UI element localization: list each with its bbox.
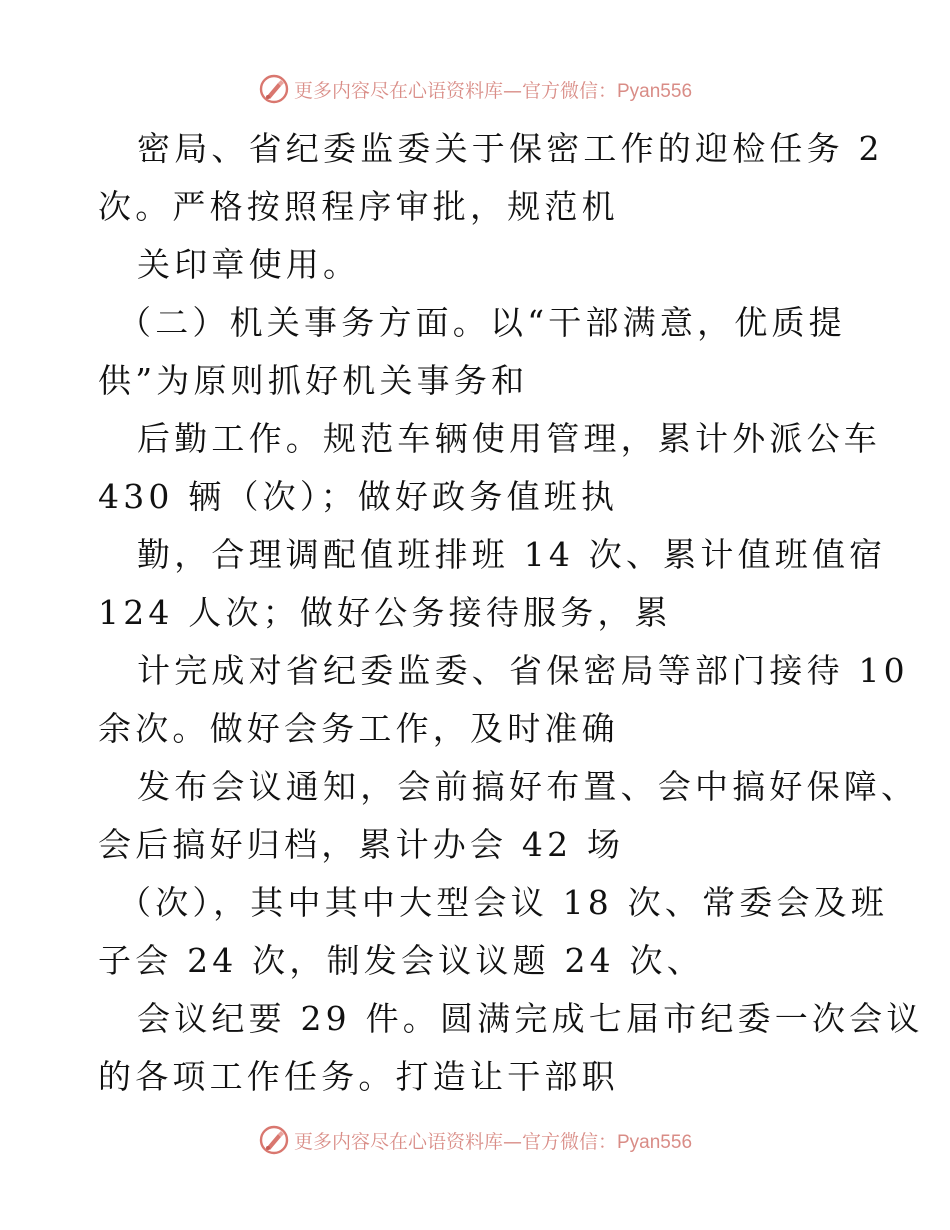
body-line: （二）机关事务方面。以“干部满意，优质提	[118, 303, 846, 342]
body-line: （次），其中其中大型会议 18 次、常委会及班	[118, 883, 889, 922]
watermark-text	[294, 76, 692, 103]
watermark-dash: —	[502, 1130, 522, 1153]
watermark-account: Pyan556	[617, 80, 693, 102]
watermark-official-label: 官方微信：	[521, 79, 617, 102]
watermark-account: Pyan556	[617, 1131, 693, 1153]
watermark-dash: —	[502, 79, 522, 102]
body-line: 会后搞好归档，累计办会 42 场	[98, 825, 625, 864]
body-line: 的各项工作任务。打造让干部职	[98, 1057, 619, 1096]
watermark-brand: 更多内容尽在心语资料库	[293, 79, 503, 102]
body-line: 余次。做好会务工作，及时准确	[98, 709, 619, 748]
watermark-text	[294, 1127, 692, 1154]
body-line: 会议纪要 29 件。圆满完成七届市纪委一次会议	[137, 999, 924, 1038]
body-line: 124 人次；做好公务接待服务，累	[98, 593, 672, 632]
body-line: 次。严格按照程序审批，规范机	[98, 187, 619, 226]
body-line: 关印章使用。	[137, 245, 361, 284]
body-line: 勤，合理调配值班排班 14 次、累计值班值宿	[137, 535, 887, 574]
watermark-official-label: 官方微信：	[521, 1130, 617, 1153]
body-line: 计完成对省纪委监委、省保密局等部门接待 10	[137, 651, 909, 690]
body-line: 430 辆（次）；做好政务值班执	[98, 477, 619, 516]
pen-seal-logo-icon	[258, 1124, 290, 1156]
body-line: 密局、省纪委监委关于保密工作的迎检任务 2	[137, 129, 884, 168]
header-watermark	[0, 72, 950, 106]
body-line: 发布会议通知，会前搞好布置、会中搞好保障、	[137, 767, 919, 806]
body-line: 供”为原则抓好机关事务和	[98, 361, 529, 400]
body-line: 子会 24 次，制发会议议题 24 次、	[98, 941, 704, 980]
body-line: 后勤工作。规范车辆使用管理，累计外派公车	[137, 419, 881, 458]
watermark-brand: 更多内容尽在心语资料库	[293, 1130, 503, 1153]
footer-watermark	[0, 1123, 950, 1157]
pen-seal-logo-icon	[258, 73, 290, 105]
